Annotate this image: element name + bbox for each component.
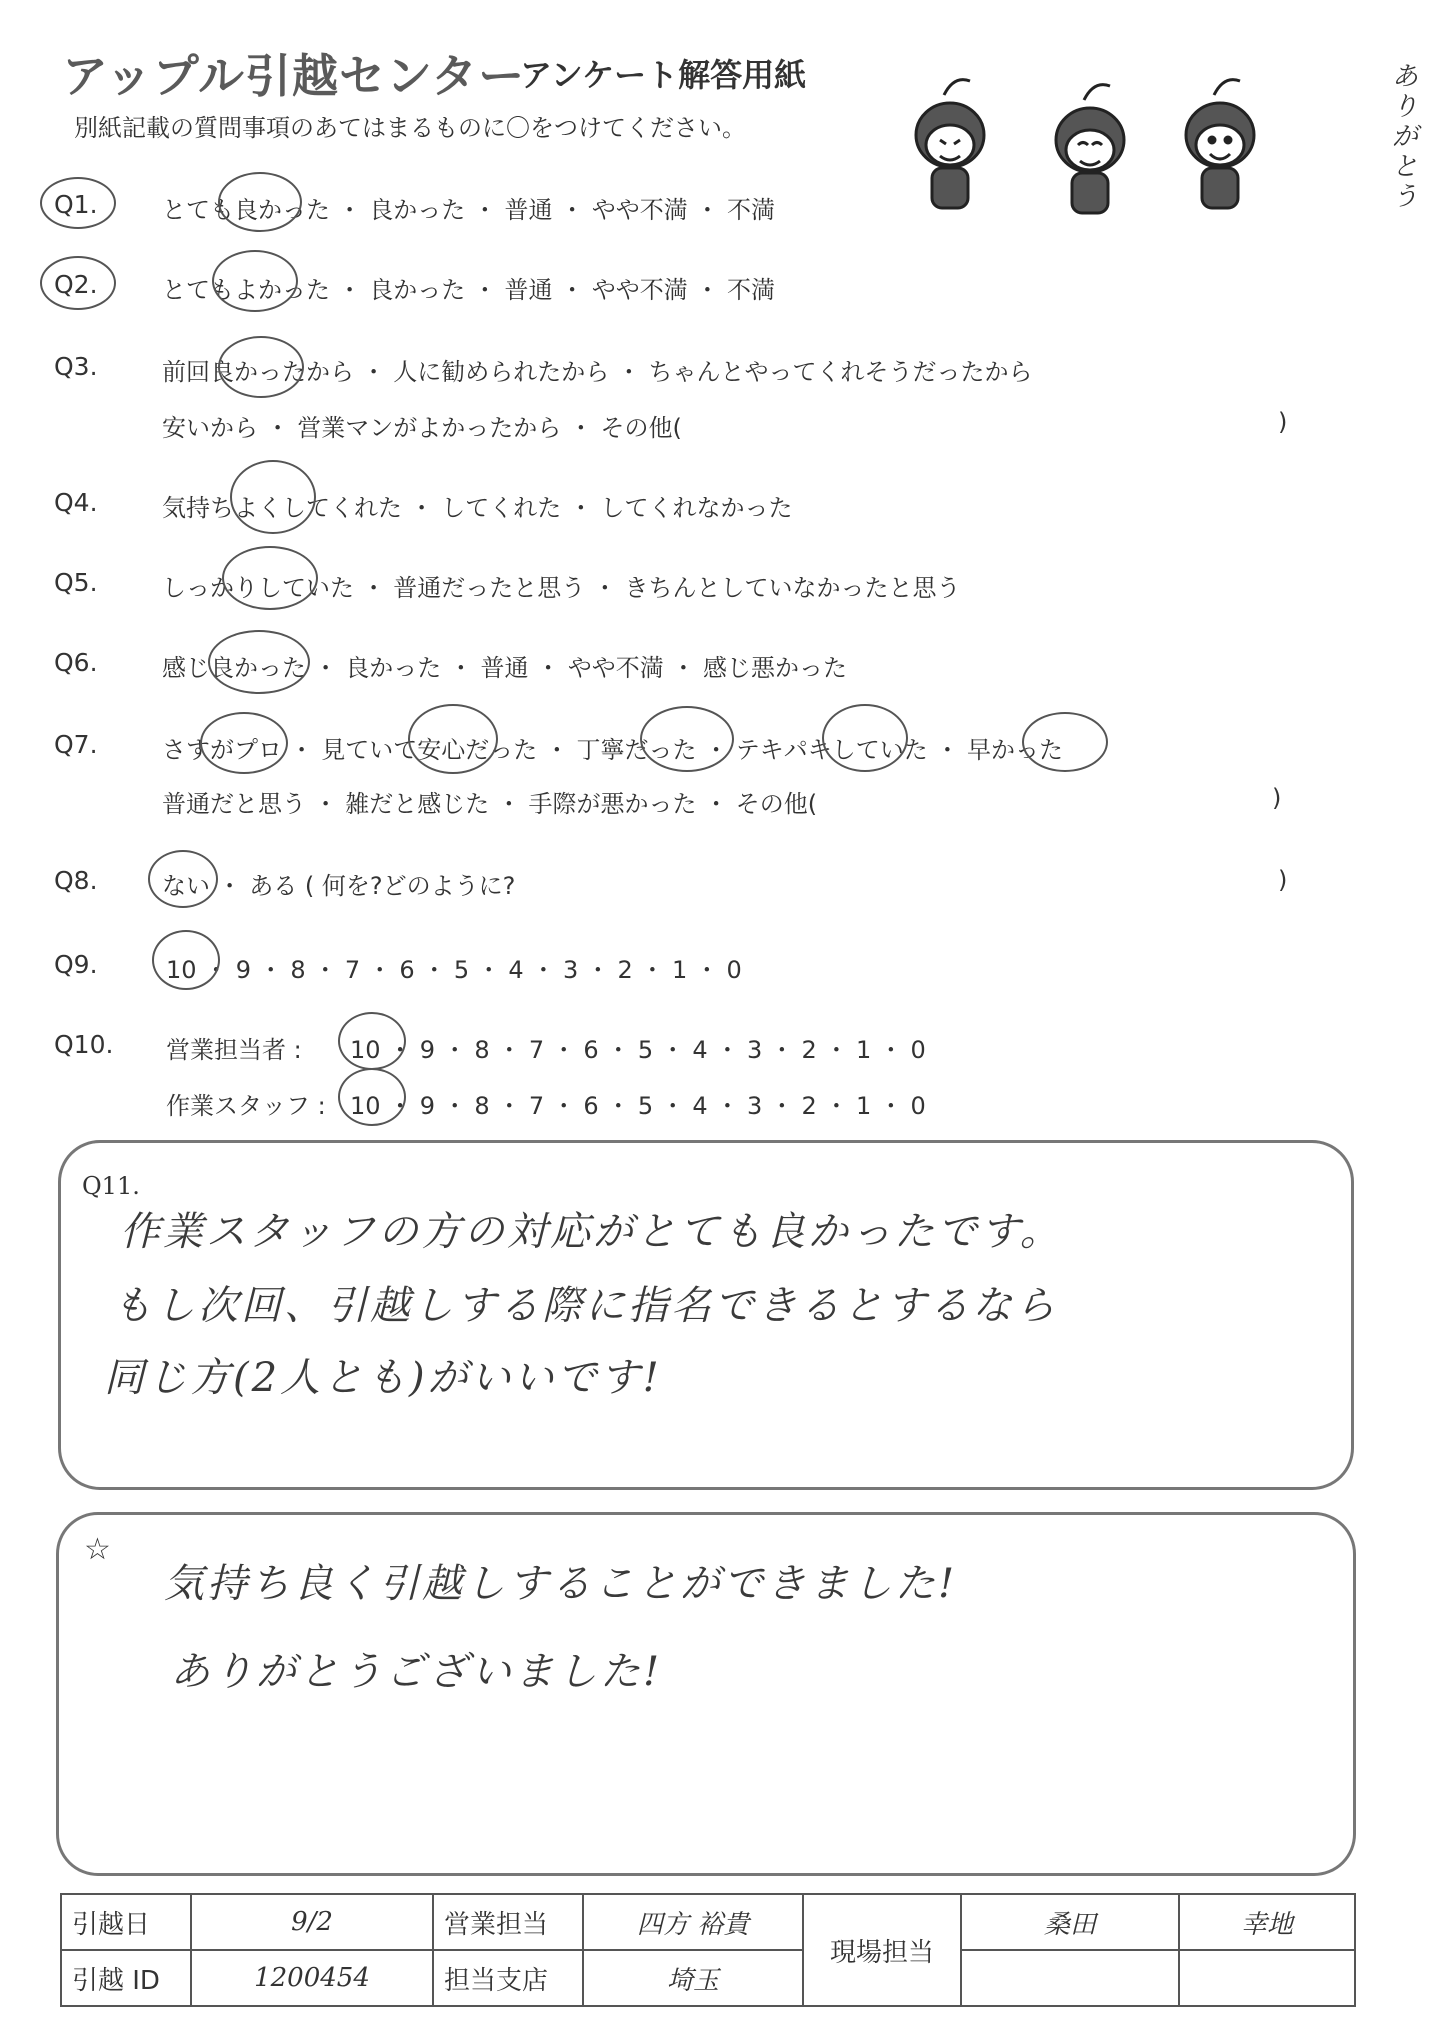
q9-answer-circle bbox=[152, 930, 220, 990]
q5-answer-circle bbox=[222, 546, 318, 610]
q8-label: Q8. bbox=[54, 866, 98, 895]
q7-answer-circle-1 bbox=[200, 712, 288, 774]
q1-label: Q1. bbox=[54, 190, 98, 219]
move-date-label: 引越日 bbox=[61, 1894, 191, 1950]
site-rep-1-value: 桑田 bbox=[961, 1894, 1179, 1950]
q7-paren-close: ) bbox=[1272, 784, 1282, 812]
q11-comment-line2: もし次回、引越しする際に指名できるとするなら bbox=[112, 1283, 1058, 1329]
q7-label: Q7. bbox=[54, 730, 98, 759]
q7-options-line1: さすがプロ ・ 見ていて安心だった ・ 丁寧だった ・ テキパキしていた ・ 早かった bbox=[162, 736, 1064, 764]
q3-label: Q3. bbox=[54, 352, 98, 381]
branch-value: 埼玉 bbox=[583, 1950, 803, 2006]
q3-answer-circle bbox=[218, 336, 304, 398]
move-id-label: 引越 ID bbox=[61, 1950, 191, 2006]
thanks-text: ありがとう bbox=[1392, 62, 1419, 212]
form-subtitle: アンケート解答用紙 bbox=[520, 56, 807, 94]
instruction-text: 別紙記載の質問事項のあてはまるものに〇をつけてください。 bbox=[74, 114, 746, 142]
move-id-value: 1200454 bbox=[191, 1950, 433, 2006]
site-rep-empty-cell-1 bbox=[961, 1950, 1179, 2006]
q4-label: Q4. bbox=[54, 488, 98, 517]
q4-answer-circle bbox=[230, 460, 316, 534]
star-comment-line2: ありがとうございました! bbox=[170, 1649, 663, 1695]
star-comment-line1: 気持ち良く引越しすることができました! bbox=[164, 1561, 958, 1607]
q8-options: ない ・ ある ( 何を?どのように? bbox=[162, 872, 516, 900]
q9-scale: 10 ・ 9 ・ 8 ・ 7 ・ 6 ・ 5 ・ 4 ・ 3 ・ 2 ・ 1 ・ 0 bbox=[166, 956, 742, 984]
q10-staff-scale: 10 ・ 9 ・ 8 ・ 7 ・ 6 ・ 5 ・ 4 ・ 3 ・ 2 ・ 1 ・ 0 bbox=[350, 1092, 926, 1120]
q2-options: とてもよかった ・ 良かった ・ 普通 ・ やや不満 ・ 不満 bbox=[162, 276, 776, 304]
move-date-value: 9/2 bbox=[191, 1894, 433, 1950]
q10-sales-label: 営業担当者 : bbox=[166, 1036, 302, 1064]
q11-comment-line1: 作業スタッフの方の対応がとても良かったです。 bbox=[120, 1209, 1063, 1255]
q5-label: Q5. bbox=[54, 568, 98, 597]
q7-options-line2: 普通だと思う ・ 雑だと感じた ・ 手際が悪かった ・ その他( bbox=[162, 790, 818, 818]
q11-label: Q11. bbox=[82, 1172, 140, 1200]
q10-sales-answer-circle bbox=[338, 1012, 406, 1070]
site-rep-2-value: 幸地 bbox=[1179, 1894, 1355, 1950]
q7-answer-circle-5 bbox=[1022, 712, 1108, 772]
q2-label-circle bbox=[40, 256, 116, 310]
q6-label: Q6. bbox=[54, 648, 98, 677]
q1-options: とても良かった ・ 良かった ・ 普通 ・ やや不満 ・ 不満 bbox=[162, 196, 776, 224]
q9-label: Q9. bbox=[54, 950, 98, 979]
q4-options: 気持ちよくしてくれた ・ してくれた ・ してくれなかった bbox=[162, 494, 793, 522]
footer-info-table bbox=[60, 1893, 1356, 2007]
q5-options: しっかりしていた ・ 普通だったと思う ・ きちんとしていなかったと思う bbox=[162, 574, 961, 602]
mascot-illustration bbox=[880, 55, 1320, 230]
brand-title: アップル引越センター bbox=[62, 49, 526, 103]
site-rep-label: 現場担当 bbox=[803, 1894, 961, 2006]
q8-paren-close: ) bbox=[1278, 866, 1288, 894]
q3-options-line2: 安いから ・ 営業マンがよかったから ・ その他( bbox=[162, 414, 682, 442]
q8-answer-circle bbox=[148, 850, 218, 908]
q1-label-circle bbox=[40, 177, 116, 229]
sales-rep-value: 四方 裕貴 bbox=[583, 1894, 803, 1950]
sales-rep-label: 営業担当 bbox=[433, 1894, 583, 1950]
q3-paren-close: ) bbox=[1278, 408, 1288, 436]
q7-answer-circle-4 bbox=[822, 704, 908, 772]
q2-label: Q2. bbox=[54, 270, 98, 299]
q10-staff-label: 作業スタッフ : bbox=[166, 1092, 326, 1120]
q7-answer-circle-3 bbox=[640, 706, 734, 772]
q10-staff-answer-circle bbox=[338, 1068, 406, 1126]
q3-options-line1: 前回良かったから ・ 人に勧められたから ・ ちゃんとやってくれそうだったから bbox=[162, 358, 1033, 386]
q2-answer-circle bbox=[212, 250, 298, 312]
star-icon: ☆ bbox=[84, 1532, 111, 1567]
q10-sales-scale: 10 ・ 9 ・ 8 ・ 7 ・ 6 ・ 5 ・ 4 ・ 3 ・ 2 ・ 1 ・ 0 bbox=[350, 1036, 926, 1064]
q11-comment-line3: 同じ方(2人とも)がいいです! bbox=[104, 1355, 662, 1401]
q1-answer-circle bbox=[218, 172, 302, 232]
site-rep-empty-cell-2 bbox=[1179, 1950, 1355, 2006]
q6-options: 感じ良かった ・ 良かった ・ 普通 ・ やや不満 ・ 感じ悪かった bbox=[162, 654, 848, 682]
q10-label: Q10. bbox=[54, 1030, 114, 1059]
q7-answer-circle-2 bbox=[408, 704, 498, 774]
branch-label: 担当支店 bbox=[433, 1950, 583, 2006]
q6-answer-circle bbox=[208, 630, 310, 694]
